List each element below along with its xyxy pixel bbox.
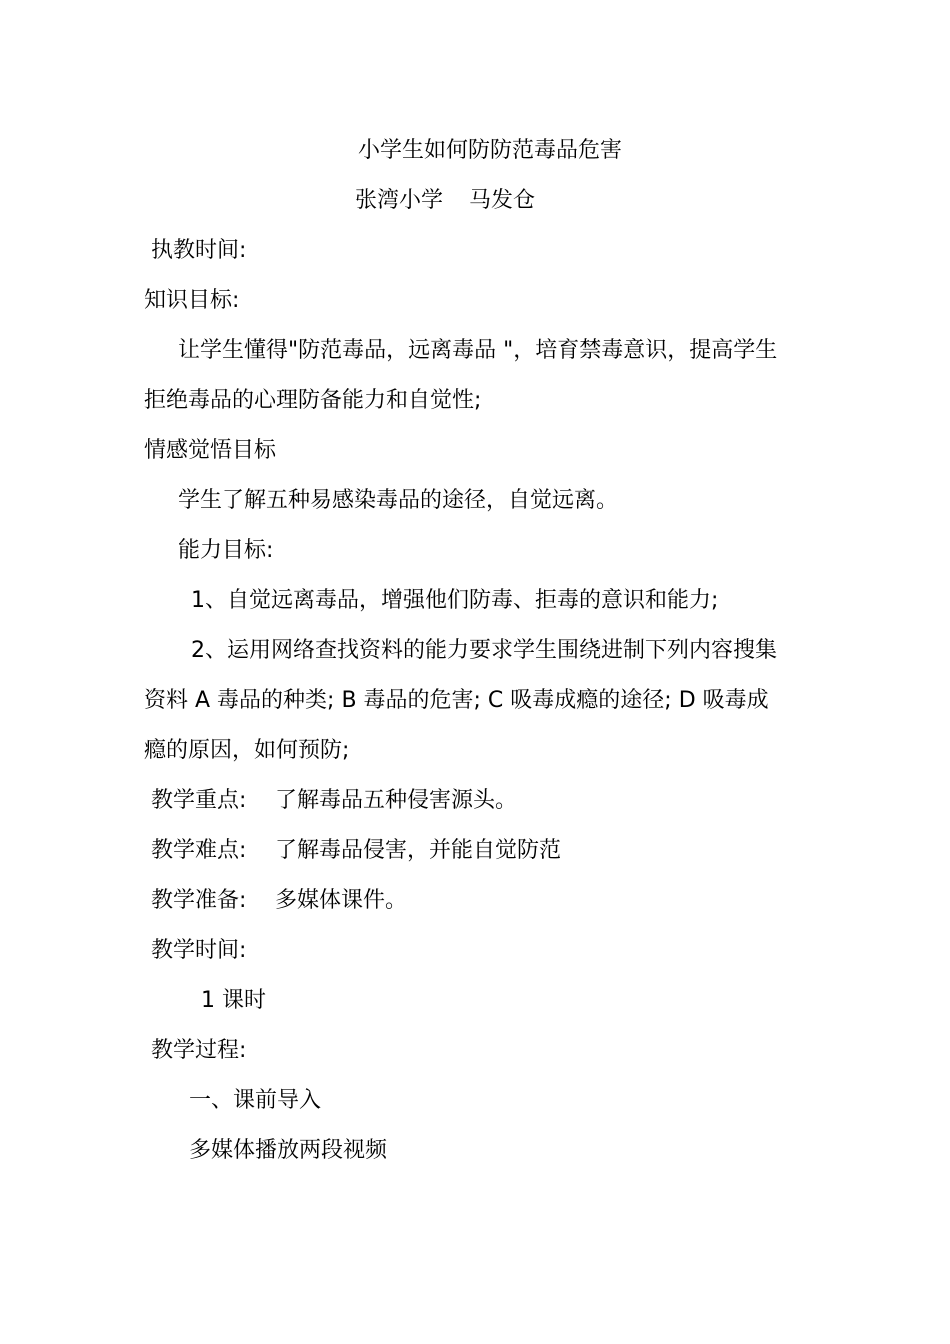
document-title: 小学生如何防防范毒品危害: [357, 138, 622, 163]
teaching-process-label: 教学过程:: [151, 1038, 247, 1063]
ability-goal-item-2-line-3: 瘾的原因，如何预防;: [144, 738, 350, 763]
ability-goal-item-2-line-1: 2、运用网络查找资料的能力要求学生围绕进制下列内容搜集: [191, 638, 777, 663]
knowledge-goal-text-2: 拒绝毒品的心理防备能力和自觉性;: [144, 388, 482, 413]
teaching-difficulty-value: 了解毒品侵害，并能自觉防范: [275, 838, 562, 863]
emotion-goal-text: 学生了解五种易感染毒品的途径，自觉远离。: [178, 488, 619, 513]
step-1-heading: 一、课前导入: [189, 1088, 322, 1113]
ability-goal-item-1: 1、自觉远离毒品，增强他们防毒、拒毒的意识和能力;: [191, 588, 719, 613]
school-name: 张湾小学: [355, 188, 444, 213]
teaching-time-value: 1 课时: [201, 988, 266, 1013]
ability-goal-item-2-line-2: 资料 A 毒品的种类; B 毒品的危害; C 吸毒成瘾的途径; D 吸毒成: [144, 688, 769, 713]
teaching-preparation: [151, 886, 407, 916]
teaching-difficulty-label: 教学难点:: [151, 838, 247, 863]
teaching-preparation-value: 多媒体课件。: [275, 888, 408, 913]
teaching-time-label: 教学时间:: [151, 938, 247, 963]
author-line: [355, 186, 535, 216]
teaching-focus: [151, 786, 517, 816]
teach-time-label: 执教时间:: [151, 238, 247, 263]
teaching-difficulty: [151, 836, 561, 866]
ability-goal-label: 能力目标:: [178, 538, 274, 563]
knowledge-goal-label: 知识目标:: [144, 288, 240, 313]
knowledge-goal-text-1: 让学生懂得"防范毒品，远离毒品 "，培育禁毒意识，提高学生: [178, 338, 778, 363]
author-name: 马发仓: [469, 188, 536, 213]
step-1-text: 多媒体播放两段视频: [189, 1138, 388, 1163]
teaching-focus-label: 教学重点:: [151, 788, 247, 813]
teaching-preparation-label: 教学准备:: [151, 888, 247, 913]
emotion-goal-label: 情感觉悟目标: [144, 438, 277, 463]
teaching-focus-value: 了解毒品五种侵害源头。: [275, 788, 518, 813]
